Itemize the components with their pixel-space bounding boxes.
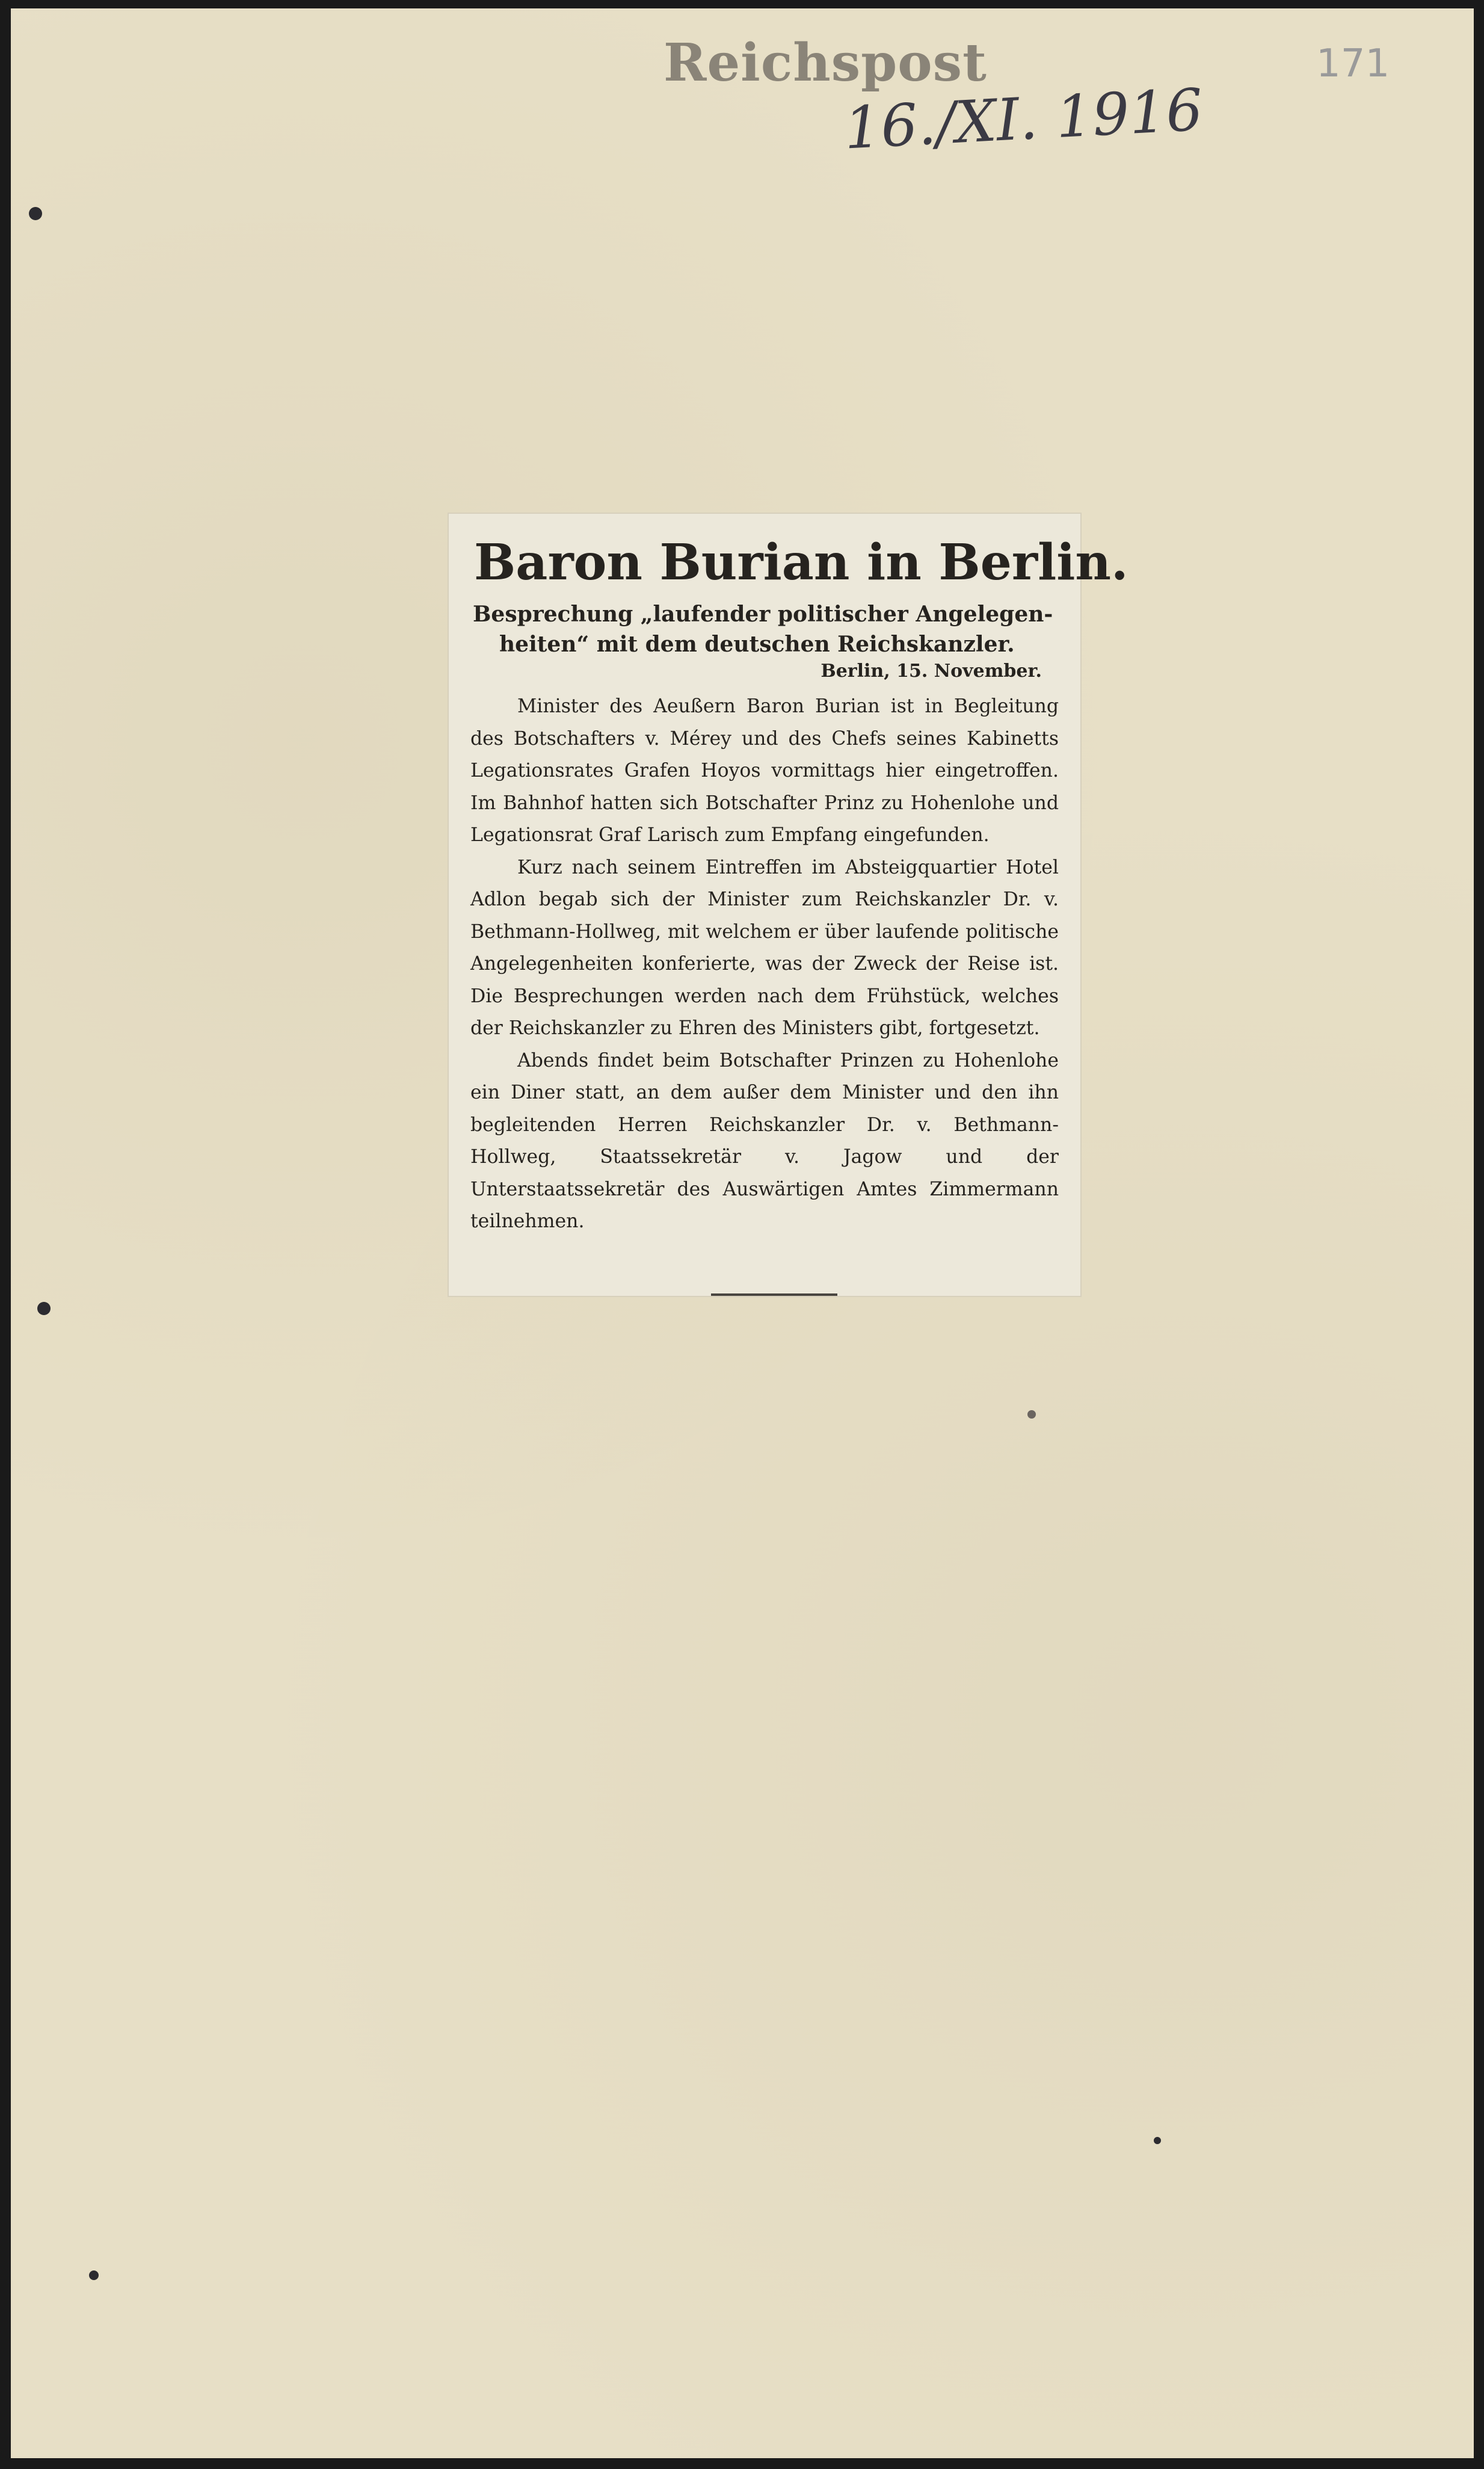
subhead-line-1: Besprechung „laufender politischer Angelegen- [473,602,1053,627]
ink-dot [1027,1410,1036,1419]
end-rule [711,1293,837,1296]
folio-number: 171 [1316,42,1390,86]
ink-smudge [37,1302,51,1315]
article-dateline: Berlin, 15. November. [821,661,1042,682]
ink-dot [1154,2137,1161,2144]
article-subhead [473,599,1059,659]
newspaper-stamp: Reichspost [663,32,987,93]
subhead-line-2: heiten“ mit dem deutschen Reichskanzler. [499,632,1015,657]
article-paragraph-2: Kurz nach seinem Eintreffen im Absteigquartier Hotel Adlon begab sich der Minister zum Reichskanzler Dr. v. Bethmann-Hollweg, mit welchem er über laufende politische Angelegenheiten konferierte, was der Zweck der Reise ist. Die Besprechungen werden nach dem Frühstück, welches der Reichskanzler zu Ehren des Ministers gibt, fortgesetzt. [470,856,1059,1039]
handwritten-date: 16./XI. 1916 [842,76,1205,162]
article-paragraph-3: Abends findet beim Botschafter Prinzen zu Hohenlohe ein Diner statt, an dem außer dem Minister und den ihn begleitenden Herren Reichskanzler Dr. v. Bethmann-Hollweg, Staatssekretär v. Jagow und der Unterstaatssekretär des Auswärtigen Amtes Zimmermann teilnehmen. [470,1049,1059,1232]
ink-smudge [89,2270,99,2280]
article-body [470,691,1059,1238]
article-paragraph-1: Minister des Aeußern Baron Burian ist in Begleitung des Botschafters v. Mérey und des Chefs seines Kabinetts Legationsrates Grafen Hoyos vormittags hier eingetroffen. Im Bahnhof hatten sich Botschafter Prinz zu Hohenlohe und Legationsrat Graf Larisch zum Empfang eingefunden. [470,695,1059,846]
archive-sheet [11,8,1474,2458]
article-headline: Baron Burian in Berlin. [474,534,1128,591]
newspaper-clipping [449,514,1128,1296]
ink-smudge [29,207,42,220]
